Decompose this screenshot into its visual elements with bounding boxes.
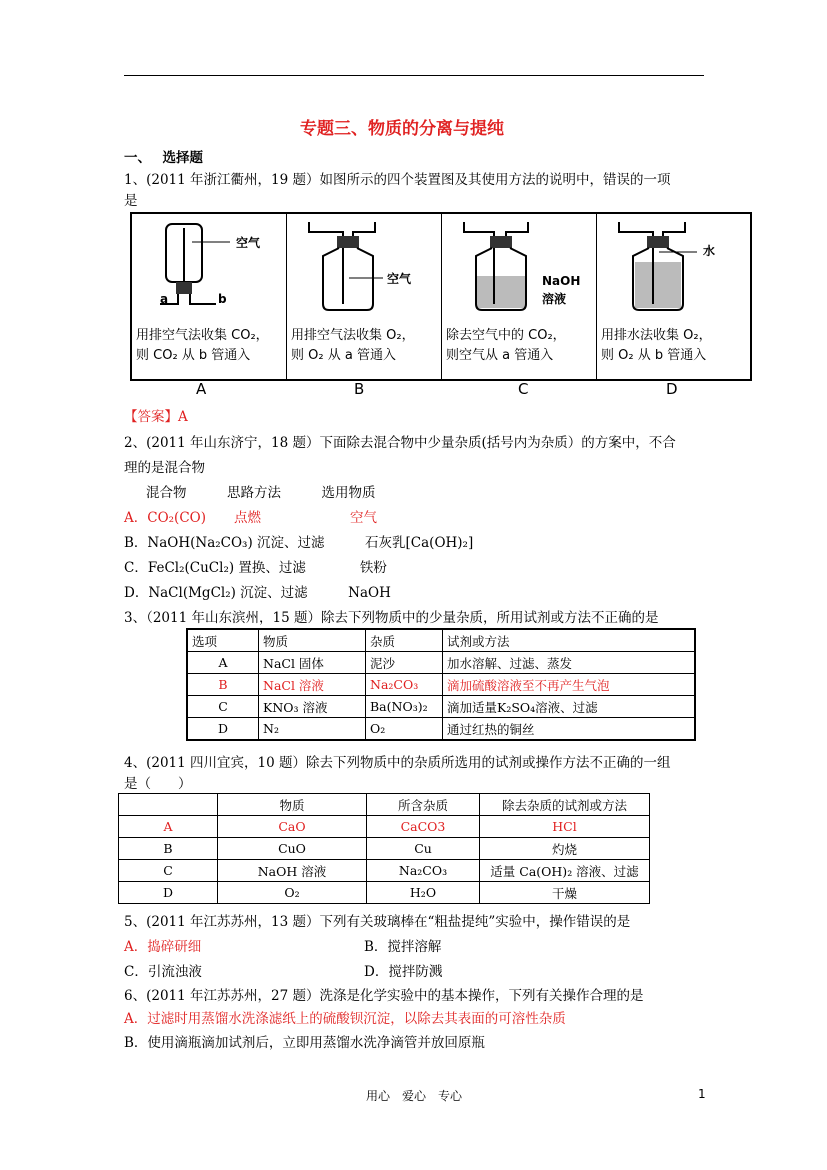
tube-a-label: a xyxy=(160,292,169,306)
table-cell: B xyxy=(187,674,259,696)
table-cell: C xyxy=(187,696,259,718)
q2-option-b: B．NaOH(Na₂CO₃) 沉淀、过滤 石灰乳[Ca(OH)₂] xyxy=(124,535,474,551)
q2-option-a-mixture: A．CO₂(CO) xyxy=(124,510,206,526)
panel-c-caption-2: 则空气从 a 管通入 xyxy=(446,348,554,363)
panel-d-caption-2: 则 O₂ 从 b 管通入 xyxy=(601,348,707,363)
page-title: 专题三、物质的分离与提纯 xyxy=(300,119,504,139)
table-cell: KNO₃ 溶液 xyxy=(259,696,366,718)
table-header-cell: 试剂或方法 xyxy=(443,629,696,652)
table-header-cell: 选项 xyxy=(187,629,259,652)
table-row-answer xyxy=(119,816,650,838)
table-cell: NaCl 固体 xyxy=(259,652,366,674)
table-cell: NaCl 溶液 xyxy=(259,674,366,696)
q5-option-b: B．搅拌溶解 xyxy=(364,939,442,955)
table-cell: Ba(NO₃)₂ xyxy=(366,696,443,718)
q1-stem-line1: 1、(2011 年浙江衢州，19 题）如图所示的四个装置图及其使用方法的说明中，错误的一项 xyxy=(124,172,671,188)
table-row xyxy=(187,718,695,741)
q4-stem-line1: 4、(2011 四川宜宾，10 题）除去下列物质中的杂质所选用的试剂或操作方法不正确的一组 xyxy=(124,755,671,771)
table-cell: 加水溶解、过滤、蒸发 xyxy=(443,652,696,674)
table-cell: N₂ xyxy=(259,718,366,741)
table-header-row xyxy=(187,629,695,652)
table-header-row xyxy=(119,794,650,816)
q6-stem: 6、(2011 年江苏苏州，27 题）洗涤是化学实验中的基本操作，下列有关操作合理的是 xyxy=(124,988,644,1004)
table-cell: Cu xyxy=(367,838,480,860)
table-cell: CuO xyxy=(218,838,367,860)
q5-stem: 5、(2011 年江苏苏州，13 题）下列有关玻璃棒在“粗盐提纯”实验中，操作错误的是 xyxy=(124,914,631,930)
q4-table xyxy=(118,793,650,904)
table-cell: 滴加适量K₂SO₄溶液、过滤 xyxy=(443,696,696,718)
table-cell: Na₂CO₃ xyxy=(367,860,480,882)
table-cell: CaCO3 xyxy=(367,816,480,838)
panel-b-caption-2: 则 O₂ 从 a 管通入 xyxy=(291,348,396,363)
table-header-cell: 物质 xyxy=(259,629,366,652)
water-bottle-icon xyxy=(597,214,750,324)
header-rule xyxy=(124,75,704,76)
q5-option-c: C．引流浊液 xyxy=(124,964,202,980)
q2-option-a-reagent: 空气 xyxy=(350,510,377,526)
table-cell: Na₂CO₃ xyxy=(366,674,443,696)
table-cell: O₂ xyxy=(366,718,443,741)
q2-stem-line2: 理的是混合物 xyxy=(124,460,205,476)
q2-option-d: D．NaCl(MgCl₂) 沉淀、过滤 NaOH xyxy=(124,585,391,601)
table-cell: D xyxy=(119,882,218,904)
table-header-cell: 杂质 xyxy=(366,629,443,652)
panel-a-caption-2: 则 CO₂ 从 b 管通入 xyxy=(136,348,251,363)
q1-stem-line2: 是 xyxy=(124,193,138,209)
table-cell: 适量 Ca(OH)₂ 溶液、过滤 xyxy=(480,860,650,882)
footer-motto: 用心 爱心 专心 xyxy=(366,1089,463,1103)
q3-table xyxy=(186,628,696,741)
table-cell: D xyxy=(187,718,259,741)
page-number: 1 xyxy=(698,1087,706,1101)
section-heading: 一、 选择题 xyxy=(124,150,203,166)
q2-option-c: C．FeCl₂(CuCl₂) 置换、过滤 铁粉 xyxy=(124,560,387,576)
table-cell: B xyxy=(119,838,218,860)
table-header-cell: 所含杂质 xyxy=(367,794,480,816)
q5-option-d: D．搅拌防溅 xyxy=(364,964,443,980)
naoh-label: NaOH xyxy=(542,274,581,288)
table-cell: 滴加硫酸溶液至不再产生气泡 xyxy=(443,674,696,696)
q4-stem-line2: 是（ ） xyxy=(124,776,192,792)
table-cell: CaO xyxy=(218,816,367,838)
figure-letter-b: B xyxy=(354,380,365,398)
wash-bottle-naoh-icon xyxy=(442,214,596,324)
table-cell: HCl xyxy=(480,816,650,838)
solution-label: 溶液 xyxy=(542,292,567,306)
q1-panel-b xyxy=(287,214,442,379)
table-cell: NaOH 溶液 xyxy=(218,860,367,882)
table-row xyxy=(119,882,650,904)
table-row-answer xyxy=(187,674,695,696)
table-row xyxy=(119,838,650,860)
table-cell: H₂O xyxy=(367,882,480,904)
air-label: 空气 xyxy=(387,272,412,286)
q1-panel-a xyxy=(132,214,287,379)
table-cell: A xyxy=(119,816,218,838)
table-row xyxy=(187,696,695,718)
q2-option-a-method: 点燃 xyxy=(234,510,261,526)
panel-a-caption-1: 用排空气法收集 CO₂， xyxy=(136,328,269,343)
water-label: 水 xyxy=(703,244,716,258)
table-cell: 泥沙 xyxy=(366,652,443,674)
figure-letter-c: C xyxy=(518,380,529,398)
figure-letter-a: A xyxy=(196,380,207,398)
table-cell: C xyxy=(119,860,218,882)
air-label: 空气 xyxy=(236,236,261,250)
table-cell: 灼烧 xyxy=(480,838,650,860)
q1-panel-d xyxy=(597,214,750,379)
q1-apparatus-figure xyxy=(130,212,752,381)
table-cell: O₂ xyxy=(218,882,367,904)
figure-letter-d: D xyxy=(666,380,678,398)
table-header-cell: 物质 xyxy=(218,794,367,816)
table-cell: 干燥 xyxy=(480,882,650,904)
q2-stem-line1: 2、(2011 年山东济宁，18 题）下面除去混合物中少量杂质(括号内为杂质）的方案中，不合 xyxy=(124,435,676,451)
inverted-flask-icon xyxy=(132,214,286,324)
q6-option-a: A．过滤时用蒸馏水洗涤滤纸上的硫酸钡沉淀，以除去其表面的可溶性杂质 xyxy=(124,1011,566,1027)
table-cell: A xyxy=(187,652,259,674)
table-cell: 通过红热的铜丝 xyxy=(443,718,696,741)
q5-option-a: A．捣碎研细 xyxy=(124,939,202,955)
tube-b-label: b xyxy=(218,292,227,306)
panel-b-caption-1: 用排空气法收集 O₂， xyxy=(291,328,415,343)
table-row xyxy=(187,652,695,674)
panel-c-caption-1: 除去空气中的 CO₂， xyxy=(446,328,566,343)
q1-panel-c xyxy=(442,214,597,379)
panel-d-caption-1: 用排水法收集 O₂， xyxy=(601,328,712,343)
gas-bottle-icon xyxy=(287,214,441,324)
q3-stem: 3、（2011 年山东滨州，15 题）除去下列物质中的少量杂质，所用试剂或方法不正确的是 xyxy=(124,610,659,626)
q1-answer: 【答案】A xyxy=(124,409,188,425)
table-header-cell: 除去杂质的试剂或方法 xyxy=(480,794,650,816)
q2-header: 混合物 思路方法 选用物质 xyxy=(146,485,376,501)
q6-option-b: B．使用滴瓶滴加试剂后，立即用蒸馏水洗净滴管并放回原瓶 xyxy=(124,1035,485,1051)
table-row xyxy=(119,860,650,882)
table-header-cell xyxy=(119,794,218,816)
